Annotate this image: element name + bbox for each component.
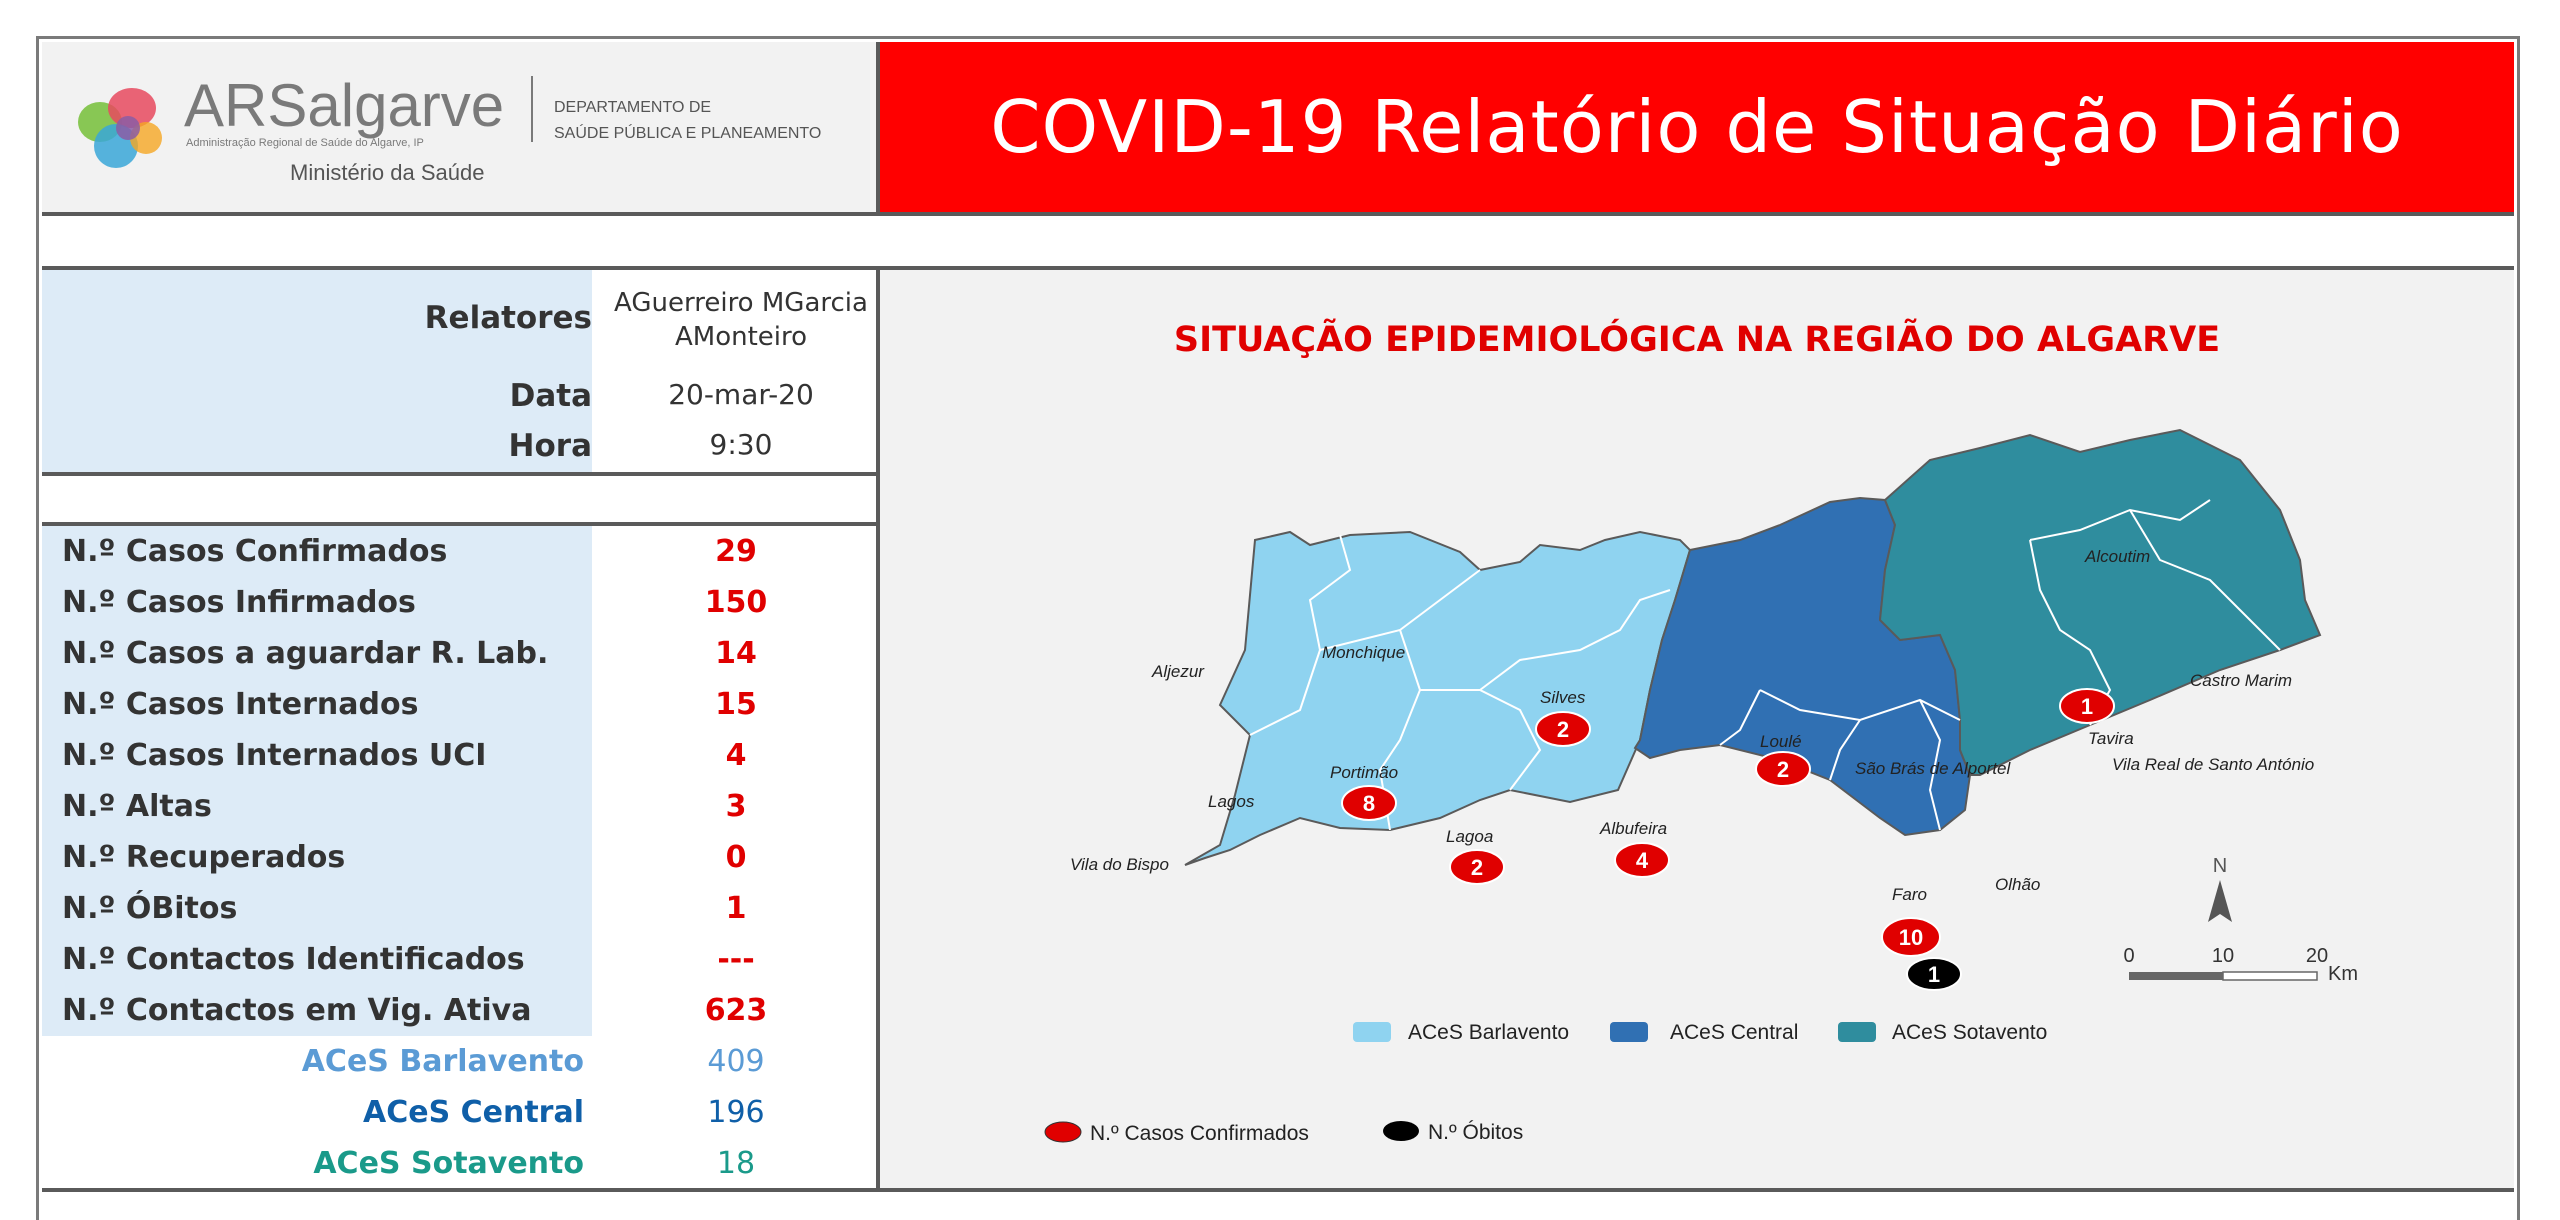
stat-value: 14	[715, 636, 757, 671]
stat-row	[42, 781, 880, 832]
case-marker	[1615, 843, 1669, 877]
map-title: SITUAÇÃO EPIDEMIOLÓGICA NA REGIÃO DO ALGARVE	[1173, 320, 2221, 360]
place-olhao: Olhão	[1995, 875, 2041, 894]
place-monchique: Monchique	[1322, 643, 1406, 662]
scale-10: 10	[2211, 945, 2235, 967]
left-spacer-row	[42, 476, 880, 526]
spacer-row	[42, 216, 2514, 270]
stat-row	[42, 934, 880, 985]
stats-table	[42, 526, 880, 1189]
case-marker	[2060, 689, 2114, 723]
place-vila-real: Vila Real de Santo António	[2112, 755, 2315, 774]
case-count-albufeira: 4	[1635, 848, 1649, 873]
place-castro-marim: Castro Marim	[2190, 671, 2293, 690]
stat-label: N.º Contactos Identificados	[42, 934, 592, 985]
map-panel	[880, 270, 2514, 1190]
aces-row-sotavento	[42, 1138, 880, 1189]
relatores-line2: AMonteiro	[674, 322, 808, 352]
place-alcoutim: Alcoutim	[2085, 547, 2151, 566]
stat-value: 15	[715, 687, 757, 722]
algarve-map	[880, 270, 2514, 1190]
legend-case-marker	[1045, 1122, 1081, 1142]
page-title: COVID-19 Relatório de Situação Diário	[990, 85, 2404, 169]
hora-value: 9:30	[709, 428, 773, 461]
marker-legend	[1045, 1121, 1523, 1145]
stat-row	[42, 679, 880, 730]
case-marker	[1756, 752, 1810, 786]
stat-row	[42, 577, 880, 628]
data-label: Data	[509, 378, 592, 414]
stat-label: N.º Casos a aguardar R. Lab.	[42, 628, 592, 679]
stat-label: N.º Altas	[42, 781, 592, 832]
case-marker	[1882, 918, 1940, 956]
legend-sotavento: ACeS Sotavento	[1892, 1021, 2048, 1044]
logo-cell	[42, 42, 880, 216]
stat-label: N.º Casos Confirmados	[42, 526, 592, 577]
case-count-portimao: 8	[1362, 791, 1376, 816]
stat-row	[42, 985, 880, 1036]
north-label: N	[2212, 855, 2228, 877]
case-marker	[1450, 850, 1504, 884]
legend-death-marker	[1383, 1121, 1419, 1141]
stat-value: 0	[725, 840, 747, 875]
place-lagoa: Lagoa	[1446, 827, 1494, 846]
legend-swatch-sotavento	[1838, 1022, 1876, 1042]
stat-value: 150	[704, 585, 768, 620]
stat-value: 3	[725, 789, 747, 824]
place-silves: Silves	[1540, 688, 1586, 707]
legend-deaths: N.º Óbitos	[1428, 1121, 1524, 1144]
legend-central: ACeS Central	[1670, 1021, 1799, 1044]
relatores-line1: AGuerreiro MGarcia	[614, 288, 868, 318]
place-portimao: Portimão	[1330, 763, 1399, 782]
stat-value: ---	[717, 942, 755, 977]
case-count-tavira: 1	[2080, 694, 2094, 719]
aces-row-barlavento	[42, 1036, 880, 1087]
stat-row	[42, 832, 880, 883]
reporters-block	[42, 270, 880, 476]
stat-label: N.º Recuperados	[42, 832, 592, 883]
death-count-faro: 1	[1927, 962, 1941, 987]
stat-label: N.º Casos Infirmados	[42, 577, 592, 628]
left-panel	[42, 270, 880, 1190]
aces-label: ACeS Central	[362, 1095, 584, 1130]
aces-value: 18	[716, 1146, 756, 1181]
scale-0: 0	[2123, 945, 2135, 967]
logo-name: ARSalgarve	[184, 72, 505, 139]
region-legend	[1353, 1021, 2047, 1044]
case-count-faro: 10	[1898, 925, 1924, 950]
stat-value: 623	[704, 993, 768, 1028]
stat-row	[42, 883, 880, 934]
legend-cases: N.º Casos Confirmados	[1090, 1122, 1309, 1145]
stat-label: N.º ÓBitos	[42, 883, 592, 934]
case-marker	[1342, 786, 1396, 820]
stat-value: 29	[715, 534, 757, 569]
case-count-lagoa: 2	[1470, 855, 1484, 880]
stat-row	[42, 526, 880, 577]
scale-20: 20	[2305, 945, 2329, 967]
title-banner	[880, 42, 2514, 216]
data-value: 20-mar-20	[668, 378, 814, 411]
stat-label: N.º Contactos em Vig. Ativa	[42, 985, 592, 1036]
legend-barlavento: ACeS Barlavento	[1408, 1021, 1570, 1044]
bottom-divider	[42, 1188, 2514, 1192]
case-count-silves: 2	[1556, 717, 1570, 742]
region-barlavento	[1185, 532, 1690, 865]
ars-logo	[42, 42, 880, 216]
reporters-label-column	[42, 270, 592, 472]
department-line2: SAÚDE PÚBLICA E PLANEAMENTO	[554, 125, 822, 142]
stat-label: N.º Casos Internados	[42, 679, 592, 730]
north-arrow-icon	[2208, 855, 2232, 922]
scale-unit: Km	[2328, 963, 2358, 985]
place-sao-bras: São Brás de Alportel	[1855, 759, 2011, 778]
place-aljezur: Aljezur	[1152, 662, 1204, 681]
place-vila-do-bispo: Vila do Bispo	[1070, 855, 1169, 874]
place-tavira: Tavira	[2088, 729, 2134, 748]
stat-row	[42, 628, 880, 679]
aces-label: ACeS Barlavento	[301, 1044, 584, 1079]
logo-mark-icon	[78, 88, 162, 168]
place-lagos: Lagos	[1208, 792, 1255, 811]
ministry-label: Ministério da Saúde	[290, 160, 485, 185]
case-count-loule: 2	[1776, 757, 1790, 782]
legend-swatch-central	[1610, 1022, 1648, 1042]
legend-swatch-barlavento	[1353, 1022, 1391, 1042]
relatores-label: Relatores	[424, 300, 592, 336]
aces-row-central	[42, 1087, 880, 1138]
stat-label: N.º Casos Internados UCI	[42, 730, 592, 781]
hora-label: Hora	[508, 428, 592, 464]
aces-label: ACeS Sotavento	[313, 1146, 584, 1181]
aces-value: 409	[707, 1044, 765, 1079]
stat-row	[42, 730, 880, 781]
place-faro: Faro	[1892, 885, 1927, 904]
case-marker	[1536, 712, 1590, 746]
death-marker	[1907, 958, 1961, 990]
aces-value: 196	[707, 1095, 765, 1130]
department-line1: DEPARTAMENTO DE	[554, 99, 712, 116]
place-loule: Loulé	[1760, 732, 1802, 751]
scale-bar	[2123, 945, 2358, 985]
stat-value: 4	[725, 738, 747, 773]
stat-value: 1	[725, 891, 747, 926]
logo-subtitle: Administração Regional de Saúde do Algarve, IP	[186, 137, 424, 149]
place-albufeira: Albufeira	[1600, 819, 1668, 838]
